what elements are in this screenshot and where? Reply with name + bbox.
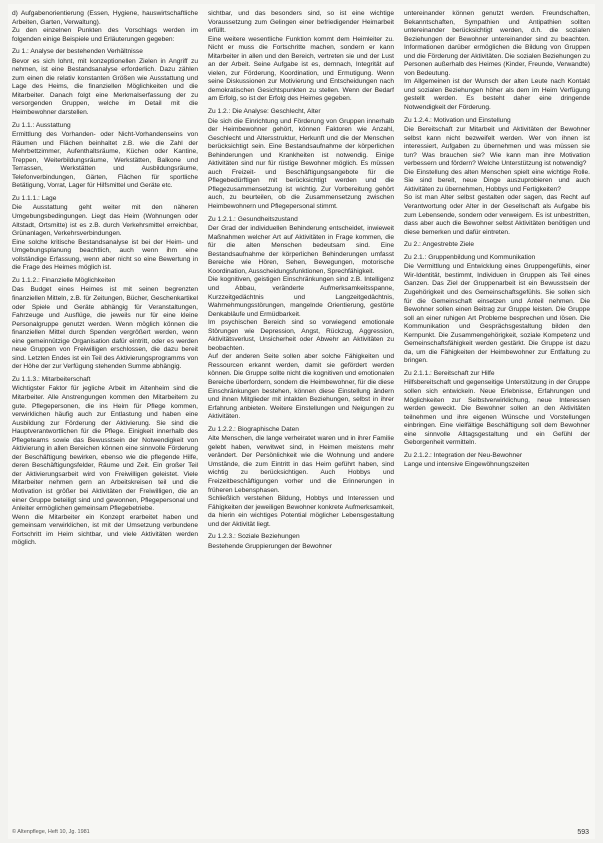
paragraph: untereinander können genutzt werden. Freundschaften, Bekanntschaften, Sympathien und Antipathien sollten untereinander berücksichtigt werden, d.h. die sozialen Beziehungen der Bewohner untereinander sind zu beachten. Informationen darüber ermöglichen die Bildung von Gruppen und die Förderung der Aktivitäten. Die sozialen Beziehungen zu Personen außerhalb des Heimes (Kinder, Freunde, Verwandte) von Bedeutung. bbox=[404, 10, 590, 77]
text-column-1 bbox=[12, 10, 198, 818]
paragraph: d) Aufgabenorientierung (Essen, Hygiene, hauswirtschaftliche Arbeiten, Garten, Verwaltung). bbox=[12, 10, 198, 26]
section-heading: Zu 2.1.1.: Bereitschaft zur Hilfe bbox=[404, 369, 495, 377]
paragraph: Eine solche kritische Bestandsanalyse ist bei der Heim- und Umgebungsplanung beachtlich, auch wenn ihm eine vollständige Erfassung, wenn aber nicht so eine Bewertung in die Frage des Heimes möglich ist. bbox=[12, 238, 198, 272]
paragraph: Das Budget eines Heimes ist mit seinen begrenzten finanziellen Mitteln, z.B. für Zeitungen, Bücher, Geschenkartikel oder Spiele und Geräte abhängig für Veranstaltungen, Fahrzeuge und Ausflüge, die jeweils nur für eine kleine Personalgruppe genutzt werden. Wenn möglich können die finanziellen Mittel durch Spenden vergrößert werden, wenn eine gemeinnützige Organisation dafür eintritt, oder es werden neue Gruppen von Freiwilligen erschlossen, die dazu bereit sind. Letzten Endes ist ein Teil des Aktivierungsprogramms von der Höhe der zur Verfügung stehenden Summe abhängig. bbox=[12, 286, 198, 371]
section-heading: Zu 1.2.4.: Motivation und Einstellung bbox=[404, 116, 511, 124]
section-heading: Zu 2.: Angestrebte Ziele bbox=[404, 241, 475, 249]
section-heading: Zu 2.1.: Gruppenbildung und Kommunikation bbox=[404, 253, 536, 261]
section-heading: Zu 1.1.2.: Finanzielle Möglichkeiten bbox=[12, 276, 116, 284]
paragraph: Die kognitiven, geistigen Einschränkungen sind z.B. Intelligenz und Abbau, veränderte Aufmerksamkeitsspanne, Kurzzeitgedächtnis und Langzeitgedächtnis, Wahrnehmungsstörungen, mangelnde Orientierung, gestörte Denkabläufe und Ermüdbarkeit. bbox=[208, 276, 394, 318]
paragraph: Im psychischen Bereich sind so vorwiegend emotionale Störungen wie Depression, Angst, Rückzug, Aggression, Aktivitätsverlust, Unsicherheit oder Abwehr an Aktivitäten zu beobachten. bbox=[208, 319, 394, 352]
page-number: 593 bbox=[577, 829, 589, 836]
paragraph: Wichtigster Faktor für jegliche Arbeit im Altenheim sind die Mitarbeiter. Alle Anstrengungen kommen den Mitarbeitern zu gute. Pflegepersonen, die ins Heim für Pflege kommen, verwirklichen häufig auch zur Entlastung und haben eine Ausbildung zur Förderung der Aktivierung. Sie sind die Hauptverantwortlichen für die Pflege. Einigkeit innerhalb des Pflegeteams sowie das Bewusstsein der Notwendigkeit von Aktivierung in allen Bereichen können eine sinnvolle Förderung der Beschäftigung bewirken, ebenso wie die pflegende Hilfe, deren Beschäftigungsfelder, Räume und Zeit. Ein großer Teil der Aktivierungsarbeit wird von Freiwilligen geleistet. Viele Mitarbeiter nehmen gern an Arbeitskreisen teil und die Motivation ist größer bei Aktivitäten der Freiwilligen, die an einer Gruppe beteiligt sind und gewonnen, Pflegepersonal und Anleiter ermöglichen gemeinsam Pflegebetriebe. bbox=[12, 385, 198, 513]
paragraph: Lange und intensive Eingewöhnungszeiten bbox=[404, 461, 530, 469]
paragraph: Die sich die Einrichtung und Förderung von Gruppen innerhalb der Heimbewohner gehört, können Faktoren wie Anzahl, Geschlecht und Altersstruktur, Herkunft und die der Menschen berücksichtigt sein. Eine Bestandsaufnahme der körperlichen Behinderungen und Krankheiten ist notwendig. Einige Aktivitäten sind nur für rüstige Bewohner möglich. Es müssen auch Freizeit- und Beschäftigungsangebote für die Pflegebedürftigen mit berücksichtigt werden und die Pflegezusammensetzung ist wichtig. Zur Vorbereitung gehört auch, zu beurteilen, ob die Zusammensetzung zwischen Heimbewohnern und Pflegepersonal stimmt. bbox=[208, 117, 394, 211]
paragraph: Die Ausstattung geht weiter mit den näheren Umgebungsbedingungen. Liegt das Heim (Wohnungen oder Altstadt, Ortsmitte) ist es z.B. durch Verkehrsmittel erreichbar, Grünanlagen, Verkehrsverbindungen. bbox=[12, 204, 198, 238]
document-page bbox=[8, 4, 595, 839]
paragraph: Wenn die Mitarbeiter ein Konzept erarbeitet haben und gemeinsam verwirklichen, ist mit der Umsetzung verbundene Fortschritt im Heim sichtbar, und viele Aktivitäten werden möglich. bbox=[12, 513, 198, 547]
footer-source: © Altenpflege, Heft 10, Jg. 1981 bbox=[12, 829, 90, 835]
section-heading: Zu 2.1.2.: Integration der Neu-Bewohner bbox=[404, 451, 523, 459]
paragraph: Bevor es sich lohnt, mit konzeptionellen Zielen in Angriff zu nehmen, ist eine Bestandsanalyse erforderlich. Dazu zählen zum einen die relativ konstanten Größen wie Ausstattung und Lage des Heims, die finanziellen Möglichkeiten und die Mitarbeiter. Danach folgt eine Merkmalserfassung der zu versorgenden Gruppen, welche im Detail mit die Heimbewohner darstellen. bbox=[12, 57, 198, 117]
section-heading: Zu 1.2.3.: Soziale Beziehungen bbox=[208, 533, 300, 541]
section-heading: Zu 1.1.: Ausstattung bbox=[12, 121, 71, 129]
paragraph: Ermittlung des Vorhanden- oder Nicht-Vorhandenseins von Räumen und Flächen beinhaltet z.B. wie die Zahl der Mehrbettzimmer, Aufenthaltsräume, Küchen oder Kantine, Treppen, Weiterbildungsräume, Werkstätten, Balkone und Terrassen, Werkstätten und Ausbildungsräume, Telefonverbindungen, Gärten, Flächen für sportliche Betätigung, Vorrat, Lager für Hilfsmittel und Geräte etc. bbox=[12, 131, 198, 190]
section-heading: Zu 1.1.1.: Lage bbox=[12, 194, 57, 202]
paragraph: sichtbar, und das besonders sind, so ist eine wichtige Voraussetzung zum Gelingen einer befriedigender Heimarbeit erfüllt. bbox=[208, 10, 394, 35]
section-heading: Zu 1.2.1.: Gesundheitszustand bbox=[208, 215, 298, 223]
paragraph: So ist man Alter selbst gestalten oder sagen, das Recht auf Verantwortung oder Alter in der Gesellschaft als Aufgabe bis zum Lebensende, sondern oder verweigern. Es ist unbestritten, dass aber auch die Bewohner selbst Aktivitäten benötigen und diese bemerken und dafür eintreten. bbox=[404, 194, 590, 236]
paragraph: Schließlich verstehen Bildung, Hobbys und Interessen und Fähigkeiten der jeweiligen Bewohner konkrete Aufmerksamkeit, da hierin ein wichtiges Potential möglicher Lebensgestaltung und der Aktivität liegt. bbox=[208, 495, 394, 528]
section-heading: Zu 1.: Analyse der bestehenden Verhältnisse bbox=[12, 48, 143, 56]
paragraph: Die Vermittlung und Entwicklung eines Gruppengefühls, einer Wir-Identität, bestimmt, Individuen in Gruppen als Teil eines Ganzen. Das Ziel der Gruppenarbeit ist ein Bewusstsein der Zugehörigkeit und des Gemeinschaftsgefühls. Sie sollen sich für die Gemeinschaft einsetzen und Anteil nehmen. Die Bewohner sollen einen Beitrag zur Gruppe leisten. Die Gruppe soll an einer ruhigen Art Probleme besprechen und lösen. Die Kommunikation und Gesprächsgestaltung bilden den Kernpunkt. Die Zusammengehörigkeit, soziale Kompetenz und Gemeinschaftsfähigkeit werden gestärkt. Die Gruppe ist dazu da, um die Fähigkeiten der Heimbewohner zur Entfaltung zu bringen. bbox=[404, 263, 590, 365]
paragraph: Hilfsbereitschaft und gegenseitige Unterstützung in der Gruppe sollen sich entwickeln. Neue Erlebnisse, Erfahrungen und Möglichkeiten zur Selbstverwirklichung, neue Interessen werden geweckt. Die Bewohner sollen an den Aktivitäten teilnehmen und ihre eigenen Wünsche und Vorstellungen einbringen. Eine vielfältige Beschäftigung soll dem Bewohner eine sinnvolle Alltagsgestaltung und ein Gefühl der Geborgenheit vermitteln. bbox=[404, 379, 590, 447]
paragraph: Bestehende Gruppierungen der Bewohner bbox=[208, 542, 332, 550]
text-column-2 bbox=[208, 10, 394, 818]
paragraph: Zu den einzelnen Punkten des Vorschlags werden im folgenden einige Beispiele und Erläuterungen gegeben: bbox=[12, 27, 198, 43]
section-heading: Zu 1.2.: Die Analyse: Geschlecht, Alter bbox=[208, 108, 321, 116]
paragraph: Die Bereitschaft zur Mitarbeit und Aktivitäten der Bewohner selbst kann nicht bezweifelt werden. Wer von ihnen ist interessiert, Aufgaben zu übernehmen und was müssen sie tun? Was brauchen sie? Wie kann man ihre Motivation verbessern und fördern? Welche Unterstützung ist notwendig? bbox=[404, 126, 590, 168]
paragraph: Die Einstellung des alten Menschen spielt eine wichtige Rolle. Sie sind bereit, neue Dinge auszuprobieren und auch Aktivitäten zu übernehmen, Hobbys und Fertigkeiten? bbox=[404, 168, 590, 193]
section-heading: Zu 1.1.3.: Mitarbeiterschaft bbox=[12, 375, 91, 383]
paragraph: Der Grad der individuellen Behinderung entscheidet, inwieweit Maßnahmen welcher Art auf Aktivitäten in Frage kommen, die für die alten Menschen bedeutsam sind. Eine Bestandsaufnahme der körperlichen Behinderungen umfasst Bereiche wie Hören, Sehen, Bewegungen, motorische Koordination, Ausscheidungsfunktionen, Sprechfähigkeit. bbox=[208, 225, 394, 275]
text-column-3 bbox=[404, 10, 590, 818]
paragraph: Im Allgemeinen ist der Wunsch der alten Leute nach Kontakt und sozialen Beziehungen höher als dem im Heim Verfügung gestellt werden. Es besteht daher eine dringende Notwendigkeit der Förderung. bbox=[404, 78, 590, 112]
paragraph: Auf der anderen Seite sollen aber solche Fähigkeiten und Ressourcen erkannt werden, damit sie gefördert werden können. Die Gruppe sollte nicht die kognitiven und emotionalen Bereiche überfordern, sondern die Heimbewohner, für die diese Einschränkungen bestehen, können diese Einstellung ändern und ihnen Mitglieder mit intakten Beziehungen, selbst in ihrer Erfahrung anbieten. Weitere Einstellungen und Neigungen zu Aktivitäten. bbox=[208, 353, 394, 421]
paragraph: Eine weitere wesentliche Funktion kommt dem Heimleiter zu. Nicht er muss die Fortschritte machen, sondern er kann Mitarbeiter in allen und den Bereich, vertreten sie und der Lust an der Arbeit. Seine Aufgabe ist es, demnach, Integrität auf vielen, zur Förderung, Koordination, und Ermutigung. Wenn seine Diskussionen zur Motivierung und Entscheidungen nach demokratischen Gesichtspunkten zu stellen. Wenn der Bedarf am Erfolg, so ist der Erfolg des Heimes gegeben. bbox=[208, 35, 394, 103]
paragraph: Alte Menschen, die lange verheiratet waren und in ihrer Familie gelebt haben, verwitwet sind, in Heimen meistens mehr verändert. Der Persönlichkeit wie die Wohnung und andere Umstände, die zum Eintritt in das Heim geführt haben, sind wichtig zu berücksichtigen. Auch Hobbys und Freizeitbeschäftigungen vorher und die Erinnerungen in früheren Lebensphasen. bbox=[208, 435, 394, 494]
section-heading: Zu 1.2.2.: Biographische Daten bbox=[208, 425, 299, 433]
